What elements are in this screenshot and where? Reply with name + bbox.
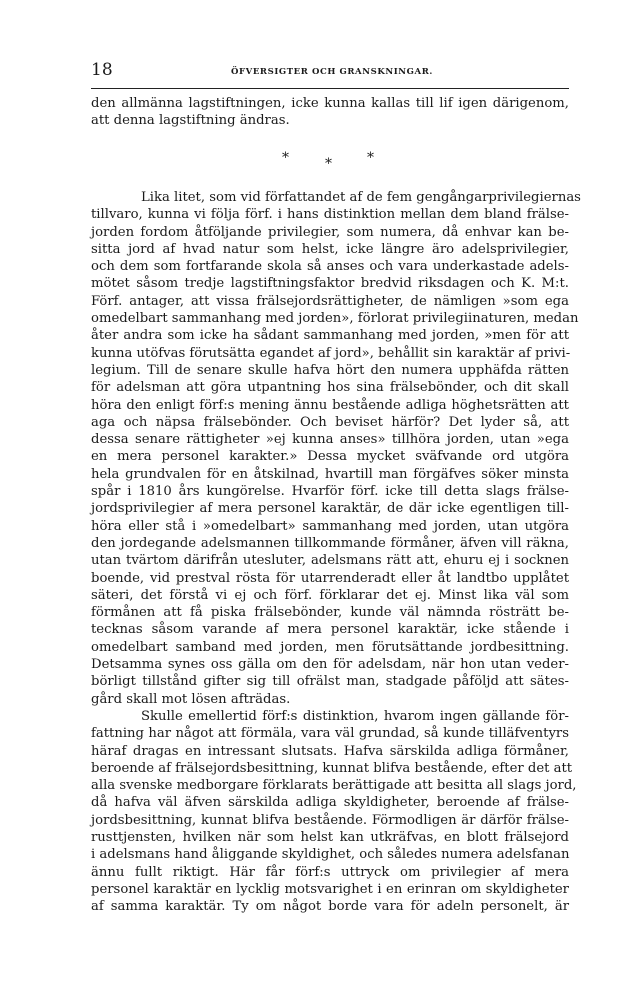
text-line: sitta jord af hvad natur som helst, icke längre äro adelsprivilegier, — [91, 241, 569, 257]
text-line: den allmänna lagstiftningen, icke kunna kallas till lif igen därigenom, — [91, 96, 569, 111]
text-line: Detsamma synes oss gälla om den för adelsdam, när hon utan veder- — [91, 657, 569, 673]
text-line: rusttjensten, hvilken när som helst kan utkräfvas, en blott frälsejord — [91, 830, 569, 846]
text-line: jordsprivilegier af mera personel karaktär, de där icke egentligen till- — [91, 501, 569, 517]
text-line: åter andra som icke ha sådant sammanhang med jorden, »men för att — [91, 328, 569, 344]
paragraph-1 — [91, 189, 581, 708]
text-line: mötet såsom tredje lagstiftningsfaktor bredvid riksdagen och K. M:t. — [91, 276, 569, 292]
section-separator — [270, 150, 390, 174]
text-line: då hafva väl äfven särskilda adliga skyldigheter, beroende af frälse- — [91, 795, 569, 811]
text-line: spår i 1810 års kungörelse. Hvarför förf. icke till detta slags frälse- — [91, 484, 569, 500]
text-line: häraf dragas en intressant slutsats. Hafva särskilda adliga förmåner, — [91, 743, 569, 759]
asterisk: * — [367, 150, 374, 166]
text-line: för adelsman att göra utpantning hos sina frälsebönder, och dit skall — [91, 380, 569, 396]
text-line: ännu fullt riktigt. Här får förf:s uttryck om privilegier af mera — [91, 864, 569, 880]
text-line: en mera personel karakter.» Dessa mycket sväfvande ord utgöra — [91, 449, 569, 465]
text-line: beroende af frälsejordsbesittning, kunnat blifva bestående, efter det att — [91, 760, 573, 776]
page-number: 18 — [91, 60, 113, 80]
text-line: omedelbart samband med jorden, men förutsättande jordbesittning. — [91, 639, 569, 655]
text-line: att denna lagstiftning ändras. — [91, 113, 290, 129]
text-line: Skulle emellertid förf:s distinktion, hvarom ingen gällande för- — [141, 709, 569, 724]
text-line: höra den enligt förf:s mening ännu bestående adliga höghetsrätten att — [91, 397, 569, 413]
text-line: utan tvärtom därifrån utesluter, adelsmans rätt att, ehuru ej i socknen — [91, 553, 569, 569]
text-line: personel karaktär en lycklig motsvarighet i en erinran om skyldigheter — [91, 881, 569, 897]
paragraph-2 — [91, 708, 577, 916]
text-line: aga och näpsa frälsebönder. Och beviset härför? Det lyder så, att — [91, 414, 569, 430]
asterisk: * — [325, 156, 332, 172]
text-line: legium. Till de senare skulle hafva hört den numera upphäfda rätten — [91, 362, 569, 378]
text-line: förmånen att få piska frälsebönder, kunde väl nämnda rösträtt be- — [91, 605, 569, 621]
text-line: fattning har något att förmäla, vara väl grundad, så kunde tilläfventyrs — [91, 726, 569, 742]
text-line: omedelbart sammanhang med jorden», förlorat privilegiinaturen, medan — [91, 311, 579, 327]
text-line: börligt tillstånd gifter sig till ofrälst man, stadgade påföljd att sätes- — [91, 674, 569, 690]
text-line: Förf. antager, att vissa frälsejordsrättigheter, de nämligen »som ega — [91, 293, 569, 309]
text-line: af samma karaktär. Ty om något borde vara för adeln personelt, är — [91, 899, 569, 915]
text-line: hela grundvalen för en åtskilnad, hvartill man förgäfves söker minsta — [91, 466, 569, 482]
text-line: tecknas såsom varande af mera personel karaktär, icke stående i — [91, 622, 569, 638]
page-header — [91, 60, 569, 82]
running-title: ÖFVERSIGTER OCH GRANSKNINGAR. — [231, 67, 433, 77]
text-line: den jordegande adelsmannen tillkommande förmåner, äfven vill räkna, — [91, 535, 569, 551]
text-line: i adelsmans hand åliggande skyldighet, och således numera adelsfanan — [91, 847, 570, 863]
text-line: boende, vid prestval rösta för utarrenderadt eller åt landtbo upplåtet — [91, 570, 569, 586]
text-line: alla svenske medborgare förklarats berättigade att besitta all slags jord, — [91, 778, 577, 794]
text-line: tillvaro, kunna vi följa förf. i hans distinktion mellan dem bland frälse- — [91, 207, 569, 223]
text-line: Lika litet, som vid författandet af de fem gengångarprivilegiernas — [141, 190, 581, 205]
text-line: höra eller stå i »omedelbart» sammanhang med jorden, utan utgöra — [91, 518, 569, 534]
text-line: dessa senare rättigheter »ej kunna anses» tillhöra jorden, utan »ega — [91, 432, 569, 448]
text-line: gård skall mot lösen afträdas. — [91, 691, 291, 707]
header-rule — [91, 88, 569, 89]
text-line: och dem som fortfarande skola så anses och vara underkastade adels- — [91, 259, 569, 275]
text-line: säteri, det förstå vi ej och förf. förklarar det ej. Minst lika väl som — [91, 587, 569, 603]
asterisk: * — [282, 150, 289, 166]
opening-text — [91, 95, 569, 130]
text-line: jorden fordom åtföljande privilegier, som numera, då enhvar kan be- — [91, 224, 569, 240]
text-line: jordsbesittning, kunnat blifva bestående. Förmodligen är därför frälse- — [91, 812, 569, 828]
text-line: kunna utöfvas förutsätta egandet af jord», behållit sin karaktär af privi- — [91, 345, 571, 361]
